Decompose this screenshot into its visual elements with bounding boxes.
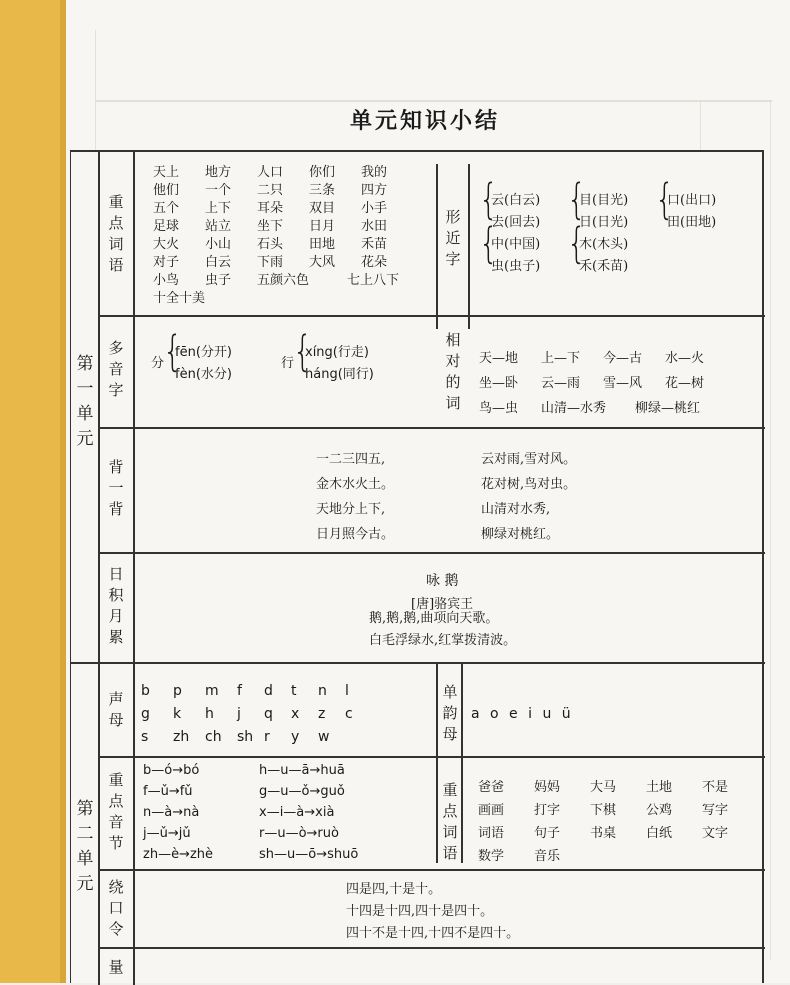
book-binding: [0, 0, 60, 983]
antonyms-label: 相 对 的 词: [445, 331, 461, 412]
word-row: 十全十美: [153, 291, 206, 306]
grid-line: [133, 152, 135, 664]
polyphone-brace: {: [163, 327, 183, 377]
word-row: 天上 地方 人口 你们 我的: [153, 165, 388, 180]
grid-line: [98, 663, 100, 985]
unit-1-label: 第 一 单 元: [76, 354, 94, 449]
similar-pair: 口(出口) 田(田地): [667, 193, 717, 230]
tongue-twister-label: 绕 口 令: [108, 878, 124, 938]
similar-pair: 目(目光) 日(日光): [579, 193, 629, 230]
grid-line: [98, 152, 100, 664]
similar-pair: 云(白云) 去(回去): [491, 193, 541, 230]
similar-pair: {: [479, 219, 499, 269]
polyphone-char: 行: [281, 356, 295, 371]
word-row: 对子 白云 下雨 大风 花朵: [153, 255, 388, 270]
polyphone-readings: fēn(分开) fèn(水分): [175, 345, 232, 382]
similar-pair: {: [567, 175, 587, 225]
recite-label: 背 一 背: [108, 458, 124, 518]
initials-label: 声 母: [108, 690, 124, 729]
poem-lines: 鹅,鹅,鹅,曲项向天歌。 白毛浮绿水,红掌拨清波。: [369, 611, 517, 648]
antonym-rows: 天—地 上—下 今—古 水—火 坐—卧 云—雨 雪—风 花—树 鸟—虫 山清—水秀 柳绿—桃红: [479, 351, 705, 416]
unit2-key-words-label: 重 点 词 语: [442, 781, 458, 862]
grid-line: [461, 663, 463, 863]
grid-line: [98, 427, 765, 429]
grid-line: [98, 315, 765, 317]
finals-label: 单 韵 母: [442, 683, 458, 743]
summary-table: [70, 150, 764, 983]
next-section-label: 量: [108, 958, 124, 976]
grid-line: [98, 947, 765, 949]
unit-2-label: 第 二 单 元: [76, 799, 94, 894]
daily-label: 日 积 月 累: [108, 565, 124, 646]
word-row: 五个 上下 耳朵 双目 小手: [153, 201, 388, 216]
show-through-line: [700, 100, 701, 150]
similar-pair: 木(木头) 禾(禾苗): [579, 237, 629, 274]
show-through-line: [770, 100, 771, 960]
grid-line: [133, 663, 135, 985]
polyphone-brace: {: [293, 327, 313, 377]
recite-left: 一二三四五, 金木水火土。 天地分上下, 日月照今古。: [316, 452, 395, 542]
poem-title: 咏 鹅: [426, 573, 459, 589]
page-title: 单元知识小结: [349, 109, 500, 134]
polyphones-label: 多 音 字: [108, 339, 124, 399]
word-row: 小鸟 虫子 五颜六色 七上八下: [153, 273, 400, 288]
unit1-key-words: [153, 164, 417, 308]
word-row: 大火 小山 石头 田地 禾苗: [153, 237, 388, 252]
grid-line: [71, 662, 765, 664]
word-row: 足球 站立 坐下 日月 水田: [153, 219, 388, 234]
tongue-twister-lines: 四是四,十是十。 十四是十四,四十是四十。 四十不是十四,十四不是四十。: [346, 882, 520, 941]
similar-pair: {: [479, 175, 499, 225]
key-words-label: 重 点 词 语: [108, 193, 124, 274]
syllables-right: h—u—ā→huā g—u—ǒ→guǒ x—i—à→xià r—u—ò→ruò sh—u—ō→shuō: [259, 763, 359, 862]
grid-line: [98, 756, 765, 758]
grid-line: [98, 869, 765, 871]
similar-pair: 中(中国) 虫(虫子): [491, 237, 541, 274]
grid-line: [436, 663, 438, 863]
polyphone-readings: xíng(行走) háng(同行): [305, 345, 374, 382]
recite-right: 云对雨,雪对风。 花对树,鸟对虫。 山清对水秀, 柳绿对桃红。: [481, 452, 577, 542]
polyphone-char: 分: [151, 356, 165, 371]
grid-line: [436, 164, 438, 329]
syllables-label: 重 点 音 节: [108, 771, 124, 852]
similar-chars-label: 形 近 字: [445, 208, 461, 268]
poem-author: [唐]骆宾王: [411, 597, 474, 612]
show-through-line: [95, 100, 772, 102]
grid-line: [468, 164, 470, 329]
initials-grid: b p m f d t n l g k h j q x z c s zh ch sh r y w: [141, 683, 353, 745]
word-row: 他们 一个 二只 三条 四方: [153, 183, 388, 198]
finals-text: a o e i u ü: [471, 706, 571, 722]
unit2-key-words: 爸爸 妈妈 大马 土地 不是 画画 打字 下棋 公鸡 写字 词语 句子 书桌 白纸 文字 数学 音乐: [478, 780, 729, 864]
similar-pair: {: [655, 175, 675, 225]
similar-pair: {: [567, 219, 587, 269]
syllables-left: b—ó→bó f—ǔ→fǔ n—à→nà j—ǔ→jǔ zh—è→zhè: [143, 763, 214, 862]
show-through-line: [95, 30, 96, 150]
grid-line: [98, 552, 765, 554]
